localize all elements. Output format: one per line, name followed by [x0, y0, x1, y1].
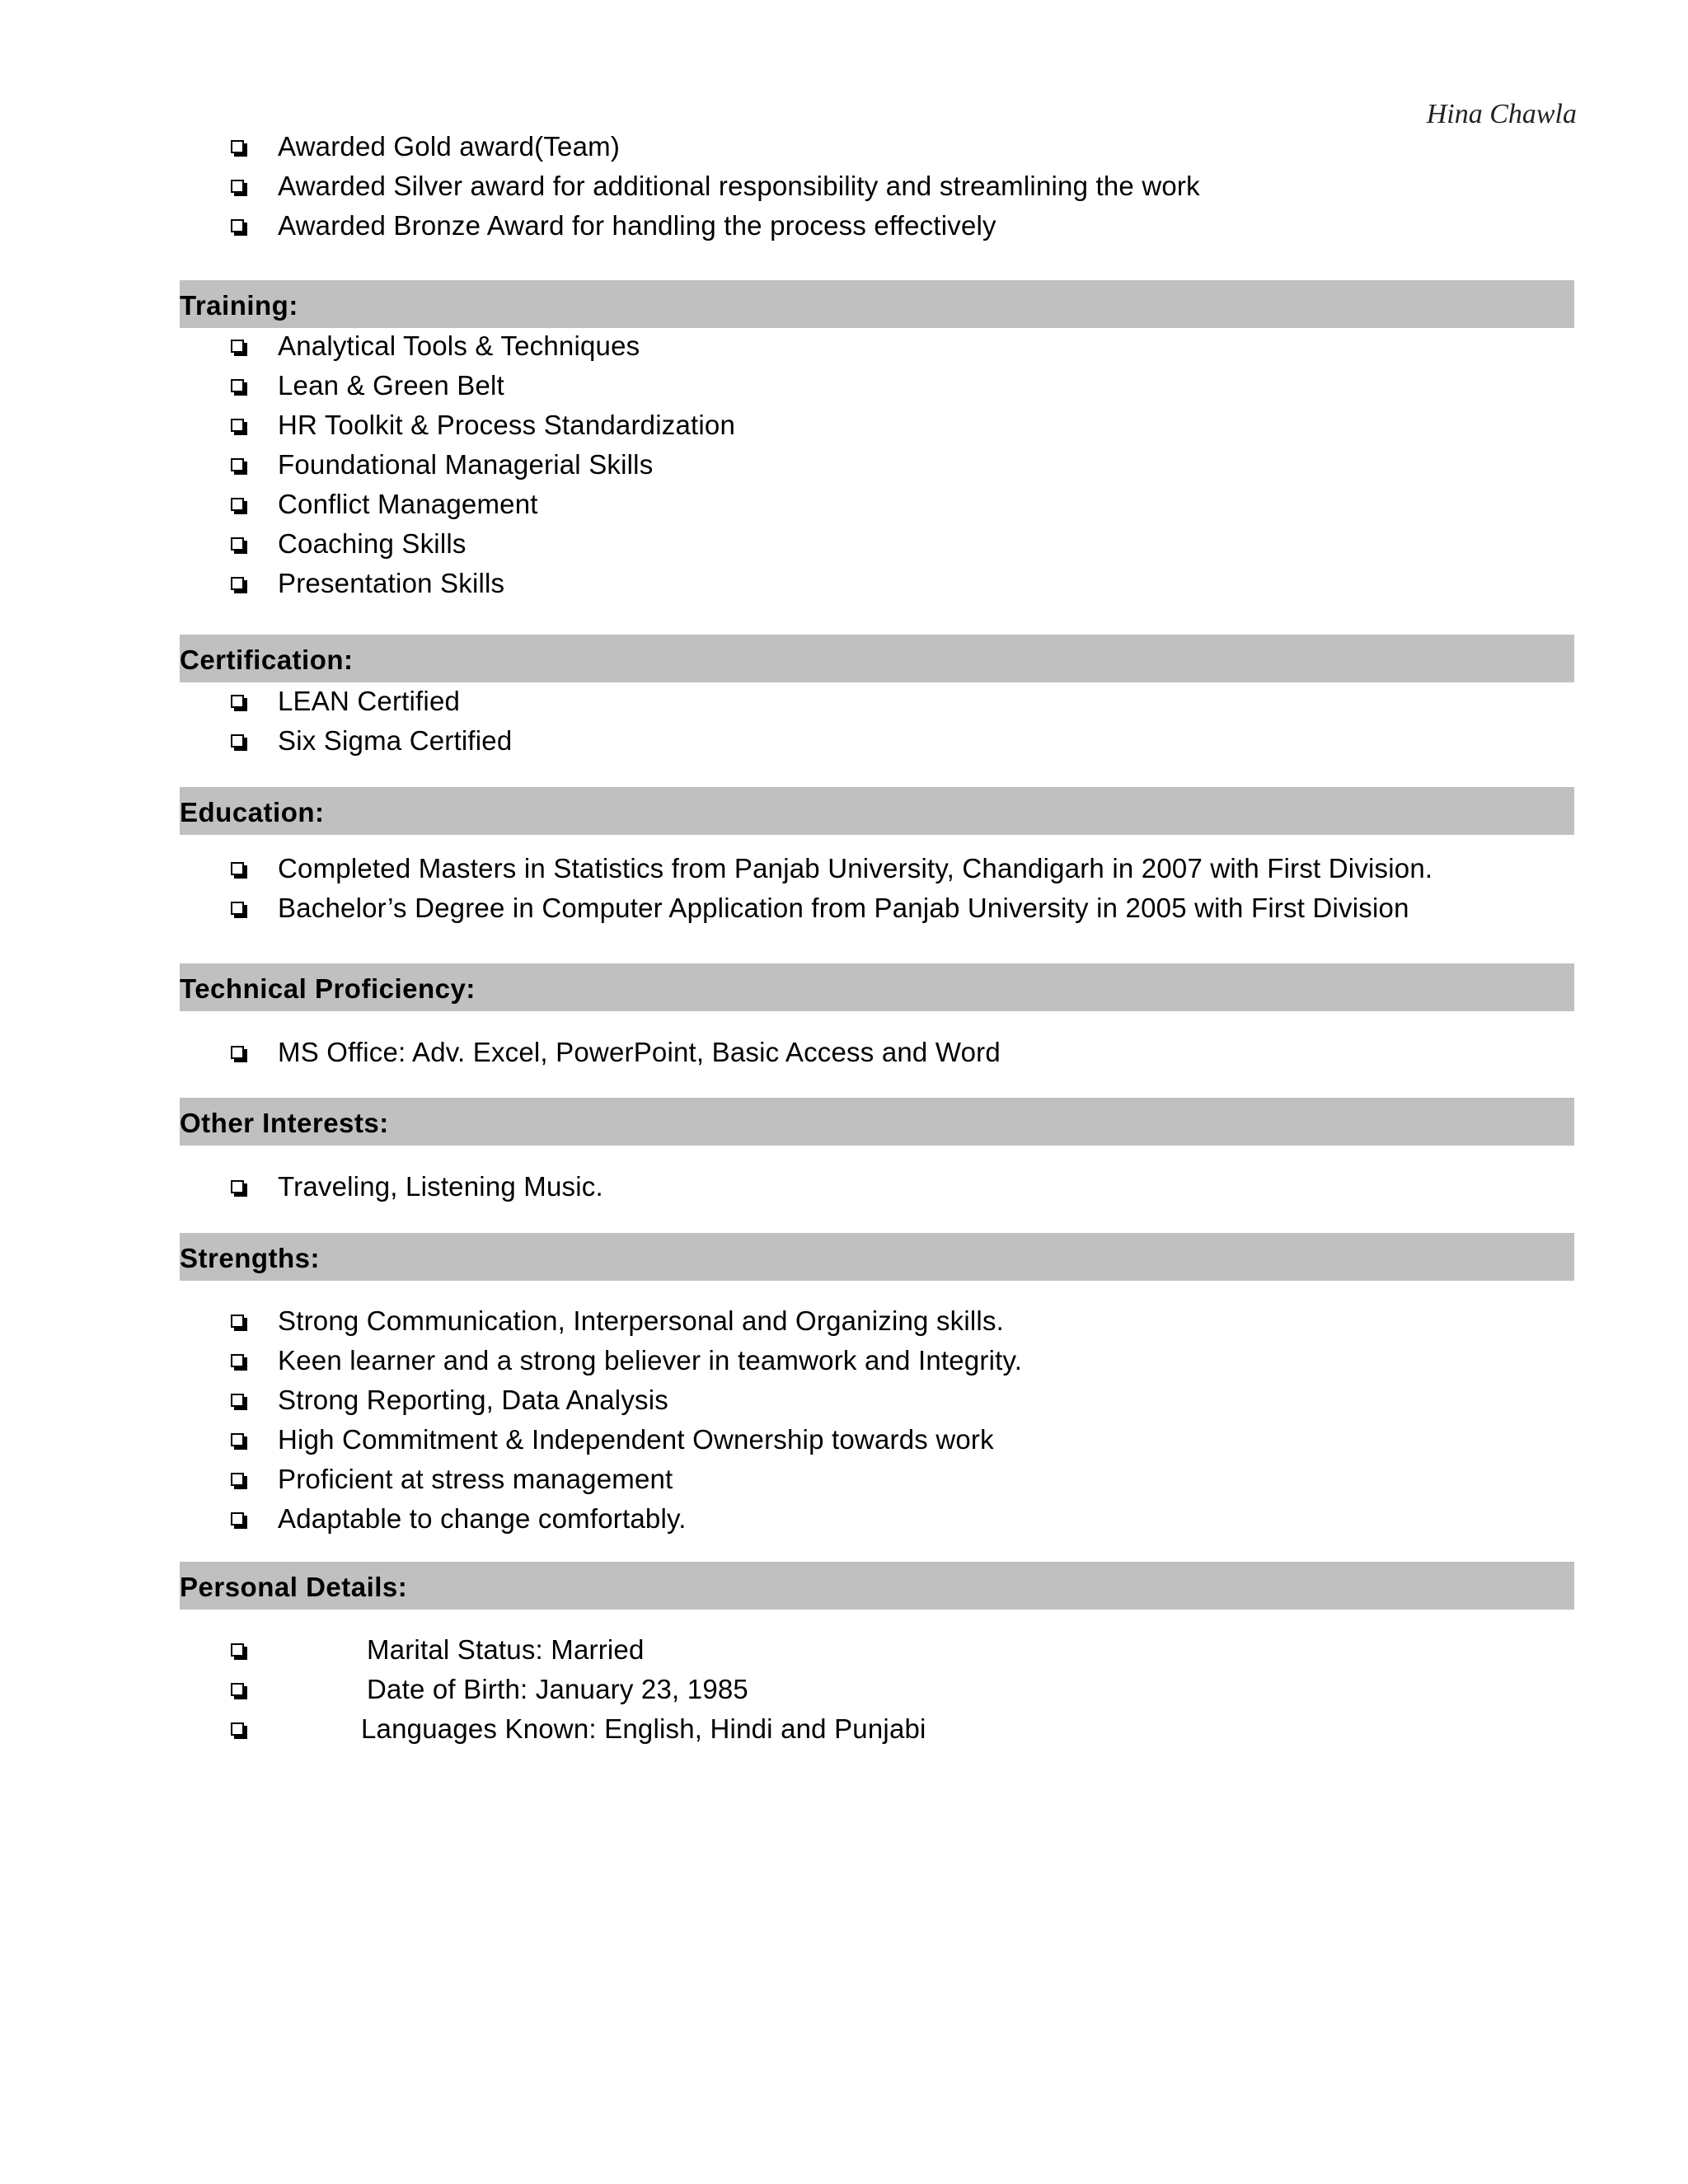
square-bullet-icon [231, 1180, 244, 1193]
section-header-personal [180, 1562, 1574, 1610]
square-bullet-icon [231, 219, 244, 232]
section-title: Education: [180, 797, 325, 827]
square-bullet-icon [231, 1722, 244, 1736]
personal-list [0, 1633, 1688, 1752]
list-item-text: Proficient at stress management [278, 1464, 673, 1494]
strengths-list [0, 1305, 1688, 1542]
list-item [0, 409, 1688, 448]
interests-list [0, 1170, 1688, 1210]
square-bullet-icon [231, 1473, 244, 1486]
list-item [0, 1305, 1688, 1344]
square-bullet-icon [231, 1354, 244, 1367]
list-item [0, 130, 1688, 170]
square-bullet-icon [231, 419, 244, 432]
square-bullet-icon [231, 1315, 244, 1328]
square-bullet-icon [231, 379, 244, 392]
section-header-strengths [180, 1233, 1574, 1281]
square-bullet-icon [231, 1433, 244, 1446]
list-item-text: Presentation Skills [278, 568, 505, 598]
list-item-text: Six Sigma Certified [278, 725, 513, 756]
square-bullet-icon [231, 902, 244, 915]
certification-list [0, 685, 1688, 764]
list-item-text: Awarded Gold award(Team) [278, 131, 621, 162]
square-bullet-icon [231, 180, 244, 193]
list-item [0, 488, 1688, 527]
section-header-training [180, 280, 1574, 328]
list-item [0, 1384, 1688, 1423]
square-bullet-icon [231, 140, 244, 153]
list-item [0, 1713, 1688, 1752]
section-title: Other Interests: [180, 1108, 389, 1138]
list-item [0, 567, 1688, 607]
list-item [0, 527, 1688, 567]
square-bullet-icon [231, 695, 244, 708]
list-item-text: Traveling, Listening Music. [278, 1171, 603, 1202]
square-bullet-icon [231, 577, 244, 590]
section-title: Personal Details: [180, 1572, 408, 1602]
list-item [0, 852, 1688, 892]
square-bullet-icon [231, 498, 244, 511]
list-item-text: Marital Status: Married [367, 1634, 645, 1665]
list-item [0, 1673, 1688, 1713]
list-item-text: Languages Known: English, Hindi and Punjabi [361, 1713, 926, 1744]
square-bullet-icon [231, 1643, 244, 1657]
list-item-text: Completed Masters in Statistics from Panjab University, Chandigarh in 2007 with First Division. [278, 853, 1433, 883]
list-item [0, 1502, 1688, 1542]
list-item-text: Adaptable to change comfortably. [278, 1503, 687, 1534]
list-item [0, 1463, 1688, 1502]
list-item-text: MS Office: Adv. Excel, PowerPoint, Basic Access and Word [278, 1037, 1001, 1067]
list-item [0, 724, 1688, 764]
list-item [0, 892, 1688, 931]
technical-list [0, 1036, 1688, 1076]
list-item-text: LEAN Certified [278, 686, 461, 716]
list-item-text: Bachelor’s Degree in Computer Application from Panjab University in 2005 with First Division [278, 893, 1409, 923]
list-item [0, 1170, 1688, 1210]
list-item-text: Strong Communication, Interpersonal and Organizing skills. [278, 1305, 1005, 1336]
education-list [0, 852, 1688, 931]
section-header-education [180, 787, 1574, 835]
list-item-text: High Commitment & Independent Ownership towards work [278, 1424, 994, 1455]
section-header-interests [180, 1098, 1574, 1146]
section-header-certification [180, 635, 1574, 682]
square-bullet-icon [231, 862, 244, 875]
square-bullet-icon [231, 340, 244, 353]
training-list [0, 330, 1688, 607]
section-title: Training: [180, 290, 298, 321]
list-item-text: Keen learner and a strong believer in teamwork and Integrity. [278, 1345, 1023, 1376]
list-item [0, 330, 1688, 369]
list-item [0, 1036, 1688, 1076]
list-item [0, 170, 1688, 209]
list-item-text: Conflict Management [278, 489, 538, 519]
list-item-text: Lean & Green Belt [278, 370, 504, 401]
section-title: Technical Proficiency: [180, 973, 476, 1004]
list-item-text: Awarded Silver award for additional responsibility and streamlining the work [278, 171, 1200, 201]
list-item [0, 1344, 1688, 1384]
list-item-text: Foundational Managerial Skills [278, 449, 654, 480]
section-title: Strengths: [180, 1243, 320, 1273]
list-item [0, 209, 1688, 249]
list-item [0, 1633, 1688, 1673]
list-item-text: Strong Reporting, Data Analysis [278, 1385, 668, 1415]
list-item [0, 1423, 1688, 1463]
list-item-text: Coaching Skills [278, 528, 467, 559]
square-bullet-icon [231, 537, 244, 551]
list-item-text: Date of Birth: January 23, 1985 [367, 1674, 748, 1704]
square-bullet-icon [231, 734, 244, 748]
section-header-technical [180, 963, 1574, 1011]
list-item-text: Awarded Bronze Award for handling the process effectively [278, 210, 996, 241]
square-bullet-icon [231, 1046, 244, 1059]
square-bullet-icon [231, 1683, 244, 1696]
list-item [0, 448, 1688, 488]
section-title: Certification: [180, 644, 354, 675]
square-bullet-icon [231, 1512, 244, 1526]
header-name: Hina Chawla [1426, 99, 1577, 129]
awards-list [0, 130, 1688, 249]
list-item [0, 369, 1688, 409]
square-bullet-icon [231, 1394, 244, 1407]
list-item-text: Analytical Tools & Techniques [278, 330, 640, 361]
list-item-text: HR Toolkit & Process Standardization [278, 410, 736, 440]
square-bullet-icon [231, 458, 244, 471]
list-item [0, 685, 1688, 724]
